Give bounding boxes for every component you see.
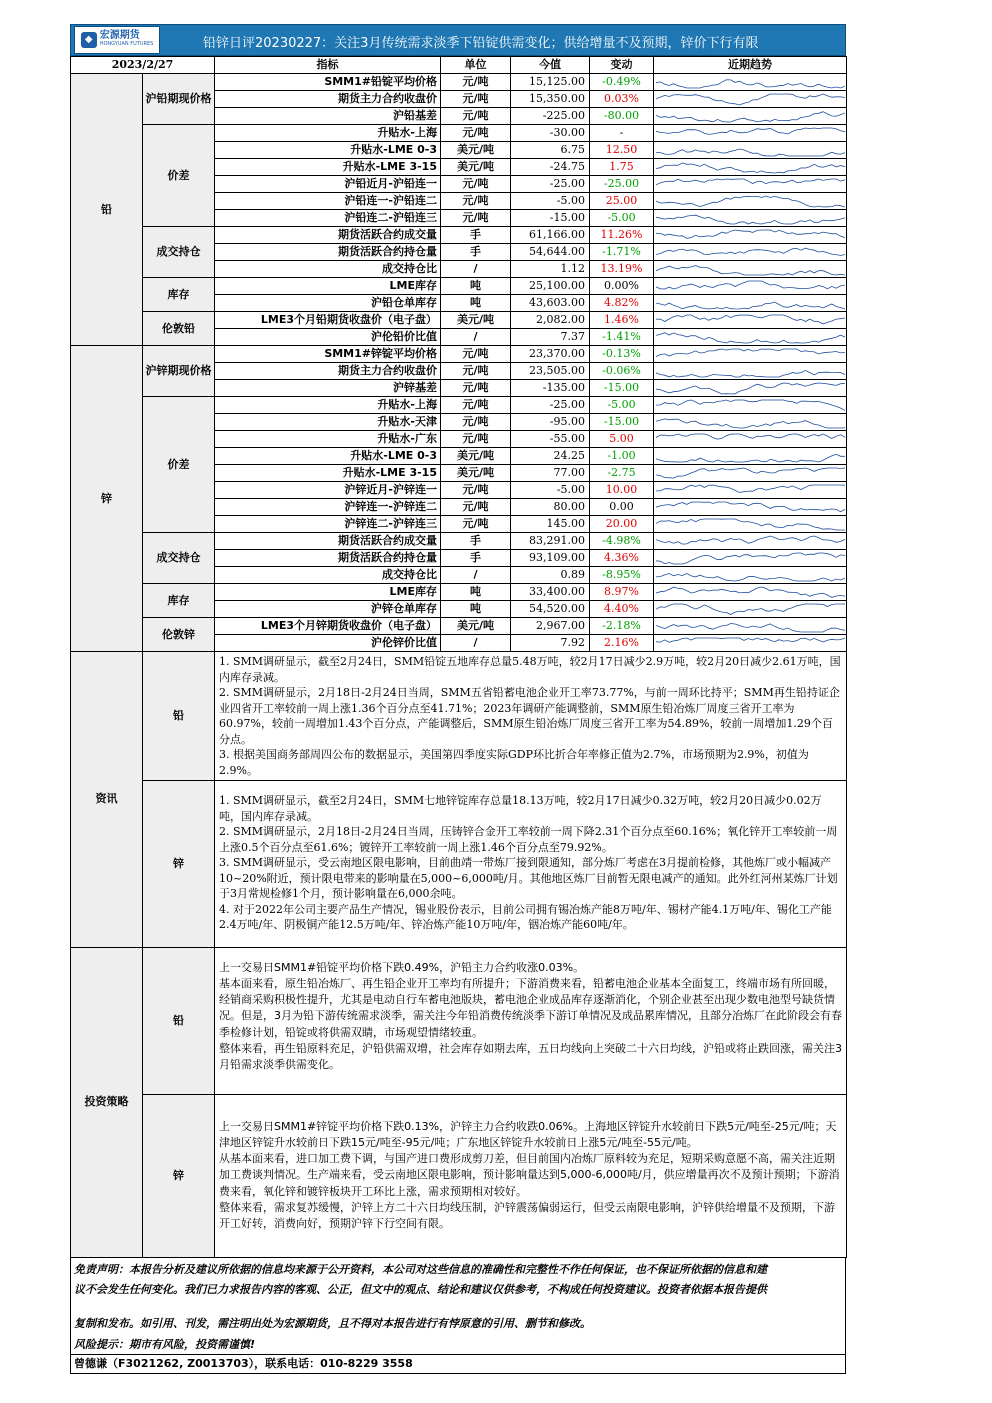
trend-sparkline	[654, 108, 847, 125]
trend-sparkline	[654, 329, 847, 346]
unit: 元/吨	[441, 397, 511, 414]
change-value: 12.50	[590, 142, 654, 159]
indicator-name: LME3个月铅期货收盘价（电子盘）	[215, 312, 441, 329]
change-value: -0.49%	[590, 74, 654, 91]
group-label: 成交持仓	[143, 533, 215, 584]
indicator-name: 期货活跃合约持仓量	[215, 550, 441, 567]
sparkline-svg	[656, 92, 845, 107]
zinc-category: 锌	[71, 346, 143, 652]
strategy-category: 投资策略	[71, 947, 143, 1257]
change-value: -0.06%	[590, 363, 654, 380]
change-value: 0.00%	[590, 278, 654, 295]
unit: 元/吨	[441, 499, 511, 516]
today-value: 23,370.00	[511, 346, 590, 363]
change-value: 1.46%	[590, 312, 654, 329]
news-category: 资讯	[71, 652, 143, 947]
sparkline-svg	[656, 143, 845, 158]
change-value: 5.00	[590, 431, 654, 448]
today-value: 93,109.00	[511, 550, 590, 567]
sparkline-svg	[656, 466, 845, 481]
today-value: 0.89	[511, 567, 590, 584]
unit: 手	[441, 533, 511, 550]
sparkline-svg	[656, 228, 845, 243]
indicator-name: 期货活跃合约成交量	[215, 533, 441, 550]
trend-sparkline	[654, 346, 847, 363]
trend-sparkline	[654, 244, 847, 261]
unit: /	[441, 329, 511, 346]
indicator-name: 沪锌基差	[215, 380, 441, 397]
today-value: 77.00	[511, 465, 590, 482]
table-header-row	[71, 57, 847, 74]
indicator-name: 升贴水-LME 0-3	[215, 448, 441, 465]
indicator-name: 沪铅连二-沪铅连三	[215, 210, 441, 227]
sparkline-svg	[656, 126, 845, 141]
indicator-name: 沪锌仓单库存	[215, 601, 441, 618]
group-label: 沪锌期现价格	[143, 346, 215, 397]
unit: 手	[441, 244, 511, 261]
news-lead	[215, 652, 847, 781]
indicator-name: 成交持仓比	[215, 567, 441, 584]
today-value: 80.00	[511, 499, 590, 516]
strategy-zinc-label: 锌	[143, 1094, 215, 1257]
indicator-name: 升贴水-LME 3-15	[215, 465, 441, 482]
today-value: 2,967.00	[511, 618, 590, 635]
trend-sparkline	[654, 482, 847, 499]
today-value: -30.00	[511, 125, 590, 142]
indicator-name: SMM1#铅锭平均价格	[215, 74, 441, 91]
indicator-name: 沪伦锌价比值	[215, 635, 441, 652]
table-row	[71, 584, 847, 601]
trend-sparkline	[654, 414, 847, 431]
today-value: 23,505.00	[511, 363, 590, 380]
strategy-zinc-para: 上一交易日SMM1#锌锭平均价格下跌0.13%，沪锌主力合约收跌0.06%。上海地区锌锭升水较前日下跌5元/吨至-25元/吨；天津地区锌锭升水较前日下跌15元/吨至-95元/吨；广东地区锌锭升水较前日上涨5元/吨至-55元/吨。	[219, 1119, 837, 1149]
trend-sparkline	[654, 448, 847, 465]
table-row	[71, 397, 847, 414]
trend-sparkline	[654, 516, 847, 533]
sparkline-svg	[656, 279, 845, 294]
unit: 美元/吨	[441, 618, 511, 635]
change-value: -2.18%	[590, 618, 654, 635]
unit: 元/吨	[441, 482, 511, 499]
trend-sparkline	[654, 465, 847, 482]
sparkline-svg	[656, 415, 845, 430]
today-value: -24.75	[511, 159, 590, 176]
table-row	[71, 312, 847, 329]
sparkline-svg	[656, 398, 845, 413]
trend-sparkline	[654, 618, 847, 635]
change-value: -15.00	[590, 380, 654, 397]
trend-sparkline	[654, 635, 847, 652]
change-value: 4.36%	[590, 550, 654, 567]
trend-sparkline	[654, 91, 847, 108]
change-value: -0.13%	[590, 346, 654, 363]
indicator-name: 升贴水-LME 3-15	[215, 159, 441, 176]
strategy-zinc-para: 整体来看，需求复苏缓慢，沪锌上方二十六日均线压制，沪锌震荡偏弱运行，但受云南限电影响，沪锌供给增量不及预期，下游开工好转，消费向好，预期沪锌下行空间有限。	[219, 1201, 835, 1231]
logo-english: HONGYUAN FUTURES	[99, 41, 154, 47]
group-label: 库存	[143, 278, 215, 312]
col-trend: 近期趋势	[654, 57, 847, 74]
sparkline-svg	[656, 364, 845, 379]
today-value: 7.92	[511, 635, 590, 652]
today-value: 54,520.00	[511, 601, 590, 618]
strategy-lead-para: 基本面来看，原生铅冶炼厂、再生铅企业开工率均有所提升；下游消费来看，铅蓄电池企业基本全面复工，终端市场有所回暖，经销商采购积极性提升，尤其是电动自行车蓄电池版块，蓄电池企业成品库存逐渐消化，个别企业甚至出现少数电池型号缺货情况。但是，3月为铅下游传统需求淡季，需关注今年铅消费传统淡季下游订单情况及成品累库情况，且部分冶炼厂在此阶段会有春季检修计划，铅锭或将供需双睛，市场观望情绪较重。	[219, 976, 842, 1039]
unit: 手	[441, 550, 511, 567]
sparkline-svg	[656, 330, 845, 345]
trend-sparkline	[654, 533, 847, 550]
strategy-zinc-para: 从基本面来看，进口加工费下调，与国产进口费形成剪刀差，但目前国内冶炼厂原料较为充足，短期采购意愿不高，需关注近期加工费谈判情况。生产端来看，受云南地区限电影响，预计影响量达到5,000-6,000吨/月，供应增量再次不及预计预期；下游消费来看，氧化锌和镀锌板块开工环比上涨，需求预期相对较好。	[219, 1152, 840, 1198]
group-label: 成交持仓	[143, 227, 215, 278]
today-value: -5.00	[511, 193, 590, 210]
trend-sparkline	[654, 397, 847, 414]
change-value: -1.71%	[590, 244, 654, 261]
change-value: -5.00	[590, 210, 654, 227]
indicator-name: 成交持仓比	[215, 261, 441, 278]
news-zinc	[215, 781, 847, 948]
disclaimer-line: 免责声明：本报告分析及建议所依据的信息均来源于公开资料，本公司对这些信息的准确性和完整性不作任何保证，也不保证所依据的信息和建	[74, 1262, 767, 1276]
footer	[70, 1258, 846, 1374]
disclaimer-line: 复制和发布。如引用、刊发，需注明出处为宏源期货，且不得对本报告进行有悖原意的引用、删节和修改。	[74, 1316, 591, 1330]
news-zinc-item: 3. SMM调研显示，受云南地区限电影响，目前曲靖一带炼厂接到限通知，部分炼厂考虑在3月提前检修，其他炼厂或小幅减产10~20%附近，预计限电带来的影响量在5,000~6,000吨/月。其他地区炼厂目前暂无限电减产的通知。此外红河州某炼厂计划于3月常规检修1个月，预计影响量在6,000余吨。	[219, 856, 838, 900]
change-value: -25.00	[590, 176, 654, 193]
unit: /	[441, 635, 511, 652]
today-value: 25,100.00	[511, 278, 590, 295]
news-zinc-item: 1. SMM调研显示，截至2月24日，SMM七地锌锭库存总量18.13万吨，较2月17日减少0.32万吨，较2月20日减少0.02万吨，国内库存录减。	[219, 794, 822, 823]
sparkline-svg	[656, 381, 845, 396]
news-zinc-item: 4. 对于2022年公司主要产品生产情况，锡业股份表示，目前公司拥有锡冶炼产能8万吨/年、锡材产能4.1万吨/年、锡化工产能2.4万吨/年、阴极铜产能12.5万吨/年、锌冶炼产能10万吨/年，铟冶炼产能60吨/年。	[219, 902, 832, 931]
unit: 元/吨	[441, 125, 511, 142]
unit: 吨	[441, 278, 511, 295]
sparkline-svg	[656, 449, 845, 464]
trend-sparkline	[654, 312, 847, 329]
table-row	[71, 346, 847, 363]
trend-sparkline	[654, 363, 847, 380]
today-value: 24.25	[511, 448, 590, 465]
trend-sparkline	[654, 567, 847, 584]
group-label: 价差	[143, 397, 215, 533]
change-value: -8.95%	[590, 567, 654, 584]
report-date: 2023/2/27	[71, 57, 215, 74]
trend-sparkline	[654, 550, 847, 567]
table-row	[71, 278, 847, 295]
analyst-contact: 曾德谦（F3021262, Z0013703），联系电话：010-8229 3558	[71, 1354, 845, 1373]
table-row	[71, 227, 847, 244]
news-table	[70, 652, 847, 1258]
indicator-name: 升贴水-天津	[215, 414, 441, 431]
today-value: 43,603.00	[511, 295, 590, 312]
indicator-name: 升贴水-LME 0-3	[215, 142, 441, 159]
change-value: 25.00	[590, 193, 654, 210]
sparkline-svg	[656, 347, 845, 362]
change-value: 10.00	[590, 482, 654, 499]
unit: 元/吨	[441, 516, 511, 533]
trend-sparkline	[654, 601, 847, 618]
sparkline-svg	[656, 636, 845, 651]
group-label: 伦敦铅	[143, 312, 215, 346]
indicator-name: LME3个月锌期货收盘价（电子盘）	[215, 618, 441, 635]
trend-sparkline	[654, 125, 847, 142]
today-value: 61,166.00	[511, 227, 590, 244]
today-value: -225.00	[511, 108, 590, 125]
change-value: 20.00	[590, 516, 654, 533]
sparkline-svg	[656, 75, 845, 90]
disclaimer	[71, 1258, 845, 1336]
unit: 元/吨	[441, 380, 511, 397]
news-lead-item: 3. 根据美国商务部周四公布的数据显示，美国第四季度实际GDP环比折合年率修正值为2.7%，市场预期为2.9%，初值为2.9%。	[219, 748, 809, 777]
table-row	[71, 533, 847, 550]
today-value: 15,125.00	[511, 74, 590, 91]
strategy-zinc	[215, 1094, 847, 1257]
change-value: -1.00	[590, 448, 654, 465]
indicator-name: 期货主力合约收盘价	[215, 91, 441, 108]
unit: 元/吨	[441, 363, 511, 380]
strategy-lead-label: 铅	[143, 947, 215, 1094]
change-value: 8.97%	[590, 584, 654, 601]
report-title: 铅锌日评20230227：关注3月传统需求淡季下铅锭供需变化；供给增量不及预期，锌价下行有限	[203, 36, 759, 51]
unit: /	[441, 261, 511, 278]
sparkline-svg	[656, 568, 845, 583]
today-value: -25.00	[511, 176, 590, 193]
today-value: 15,350.00	[511, 91, 590, 108]
trend-sparkline	[654, 210, 847, 227]
indicator-name: LME库存	[215, 584, 441, 601]
logo-icon: ◆	[81, 32, 97, 48]
sparkline-svg	[656, 551, 845, 566]
indicator-name: 升贴水-上海	[215, 397, 441, 414]
change-value: 4.82%	[590, 295, 654, 312]
indicator-name: 沪伦铅价比值	[215, 329, 441, 346]
indicator-name: 沪铅基差	[215, 108, 441, 125]
sparkline-svg	[656, 534, 845, 549]
trend-sparkline	[654, 176, 847, 193]
sparkline-svg	[656, 432, 845, 447]
today-value: -95.00	[511, 414, 590, 431]
sparkline-svg	[656, 262, 845, 277]
change-value: 0.00	[590, 499, 654, 516]
indicator-name: 期货活跃合约成交量	[215, 227, 441, 244]
unit: 元/吨	[441, 193, 511, 210]
indicator-name: 沪锌近月-沪锌连一	[215, 482, 441, 499]
today-value: 1.12	[511, 261, 590, 278]
trend-sparkline	[654, 295, 847, 312]
sparkline-svg	[656, 602, 845, 617]
change-value: 11.26%	[590, 227, 654, 244]
news-lead-item: 1. SMM调研显示，截至2月24日，SMM铅锭五地库存总量5.48万吨，较2月17日减少2.9万吨，较2月20日减少2.61万吨，国内库存录减。	[219, 655, 841, 684]
unit: 元/吨	[441, 91, 511, 108]
company-logo	[74, 26, 160, 54]
col-today: 今值	[511, 57, 590, 74]
news-lead-label: 铅	[143, 652, 215, 781]
today-value: 83,291.00	[511, 533, 590, 550]
today-value: -15.00	[511, 210, 590, 227]
report-sheet	[70, 24, 846, 1374]
news-lead-item: 2. SMM调研显示，2月18日-2月24日当周，SMM五省铅蓄电池企业开工率73.77%，与前一周环比持平；SMM再生铅持证企业四省开工率较前一周上涨1.36个百分点至41.71%；2023年调研产能调整前，SMM原生铅冶炼厂周度三省开工率为60.97%，较前一周增加1.43个百分点，产能调整后，SMM原生铅冶炼厂周度三省开工率为54.89%，较前一周增加1.29个百分点。	[219, 686, 840, 746]
unit: 元/吨	[441, 210, 511, 227]
unit: 元/吨	[441, 74, 511, 91]
indicator-name: 升贴水-上海	[215, 125, 441, 142]
unit: 吨	[441, 601, 511, 618]
sparkline-svg	[656, 483, 845, 498]
col-change: 变动	[590, 57, 654, 74]
unit: 元/吨	[441, 108, 511, 125]
indicator-name: 沪铅连一-沪铅连二	[215, 193, 441, 210]
unit: 美元/吨	[441, 142, 511, 159]
unit: /	[441, 567, 511, 584]
sparkline-svg	[656, 517, 845, 532]
group-label: 伦敦锌	[143, 618, 215, 652]
indicator-name: 升贴水-广东	[215, 431, 441, 448]
trend-sparkline	[654, 142, 847, 159]
trend-sparkline	[654, 74, 847, 91]
indicator-name: SMM1#锌锭平均价格	[215, 346, 441, 363]
sparkline-svg	[656, 585, 845, 600]
change-value: -1.41%	[590, 329, 654, 346]
today-value: 7.37	[511, 329, 590, 346]
trend-sparkline	[654, 278, 847, 295]
strategy-lead-para: 上一交易日SMM1#铅锭平均价格下跌0.49%，沪铅主力合约收涨0.03%。	[219, 960, 585, 974]
group-label: 价差	[143, 125, 215, 227]
change-value: -2.75	[590, 465, 654, 482]
indicator-name: 沪铅仓单库存	[215, 295, 441, 312]
change-value: 1.75	[590, 159, 654, 176]
change-value: 13.19%	[590, 261, 654, 278]
unit: 元/吨	[441, 176, 511, 193]
news-zinc-item: 2. SMM调研显示，2月18日-2月24日当周，压铸锌合金开工率较前一周下降2.31个百分点至60.16%；氧化锌开工率较前一周上涨0.5个百分点至61.6%；镀锌开工率较前一周上涨1.46个百分点至79.92%。	[219, 825, 838, 854]
logo-name: 宏源期货	[99, 30, 140, 41]
indicator-name: 期货主力合约收盘价	[215, 363, 441, 380]
change-value: 0.03%	[590, 91, 654, 108]
today-value: -135.00	[511, 380, 590, 397]
table-row	[71, 618, 847, 635]
unit: 元/吨	[441, 346, 511, 363]
table-row	[71, 74, 847, 91]
strategy-lead-para: 整体来看，再生铅原料充足，沪铅供需双增，社会库存如期去库，五日均线向上突破二十六日均线，沪铅或将止跌回涨，需关注3月铅需求淡季供需变化。	[219, 1041, 842, 1072]
change-value: -4.98%	[590, 533, 654, 550]
trend-sparkline	[654, 159, 847, 176]
sparkline-svg	[656, 500, 845, 515]
change-value: -80.00	[590, 108, 654, 125]
unit: 吨	[441, 295, 511, 312]
sparkline-svg	[656, 160, 845, 175]
indicator-name: LME库存	[215, 278, 441, 295]
change-value: -15.00	[590, 414, 654, 431]
today-value: 2,082.00	[511, 312, 590, 329]
sparkline-svg	[656, 211, 845, 226]
change-value: 2.16%	[590, 635, 654, 652]
strategy-lead	[215, 947, 847, 1094]
trend-sparkline	[654, 584, 847, 601]
sparkline-svg	[656, 296, 845, 311]
sparkline-svg	[656, 177, 845, 192]
unit: 手	[441, 227, 511, 244]
col-indicator: 指标	[215, 57, 441, 74]
today-value: -25.00	[511, 397, 590, 414]
col-unit: 单位	[441, 57, 511, 74]
trend-sparkline	[654, 380, 847, 397]
trend-sparkline	[654, 193, 847, 210]
sparkline-svg	[656, 109, 845, 124]
indicator-name: 沪铅近月-沪铅连一	[215, 176, 441, 193]
change-value: -	[590, 125, 654, 142]
lead-category: 铅	[71, 74, 143, 346]
indicator-table	[70, 56, 847, 652]
disclaimer-line: 议不会发生任何变化。我们已力求报告内容的客观、公正，但文中的观点、结论和建议仅供参考，不构成任何投资建议。投资者依据本报告提供	[74, 1282, 767, 1296]
risk-notice: 风险提示：期市有风险，投资需谨慎!	[74, 1337, 256, 1351]
today-value: 6.75	[511, 142, 590, 159]
unit: 美元/吨	[441, 159, 511, 176]
trend-sparkline	[654, 499, 847, 516]
table-row	[71, 125, 847, 142]
unit: 元/吨	[441, 414, 511, 431]
indicator-name: 期货活跃合约持仓量	[215, 244, 441, 261]
sparkline-svg	[656, 619, 845, 634]
title-banner	[70, 24, 846, 56]
today-value: -55.00	[511, 431, 590, 448]
trend-sparkline	[654, 261, 847, 278]
today-value: 33,400.00	[511, 584, 590, 601]
today-value: 145.00	[511, 516, 590, 533]
indicator-name: 沪锌连一-沪锌连二	[215, 499, 441, 516]
unit: 元/吨	[441, 431, 511, 448]
change-value: -5.00	[590, 397, 654, 414]
unit: 美元/吨	[441, 312, 511, 329]
today-value: 54,644.00	[511, 244, 590, 261]
sparkline-svg	[656, 313, 845, 328]
today-value: -5.00	[511, 482, 590, 499]
sparkline-svg	[656, 245, 845, 260]
indicator-name: 沪锌连二-沪锌连三	[215, 516, 441, 533]
unit: 美元/吨	[441, 465, 511, 482]
trend-sparkline	[654, 431, 847, 448]
group-label: 沪铅期现价格	[143, 74, 215, 125]
trend-sparkline	[654, 227, 847, 244]
news-zinc-label: 锌	[143, 781, 215, 948]
sparkline-svg	[656, 194, 845, 209]
group-label: 库存	[143, 584, 215, 618]
unit: 美元/吨	[441, 448, 511, 465]
unit: 吨	[441, 584, 511, 601]
change-value: 4.40%	[590, 601, 654, 618]
